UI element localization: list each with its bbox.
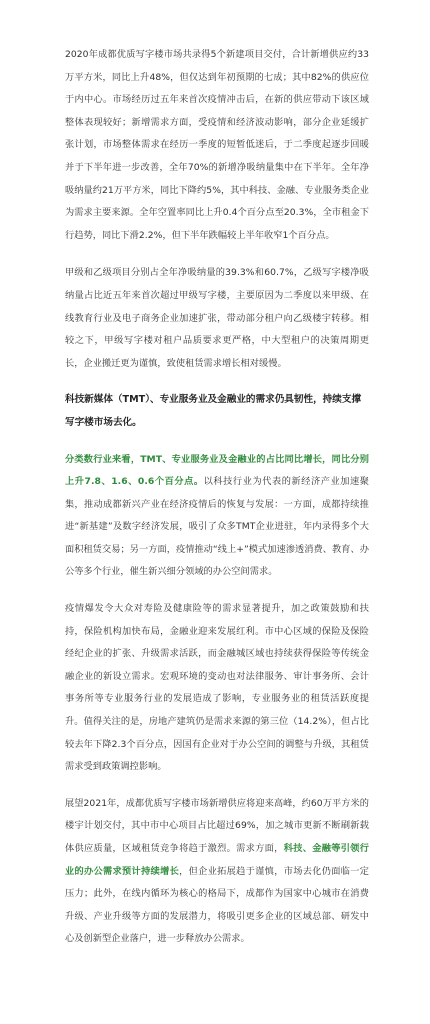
paragraph-outlook <box>65 793 369 951</box>
paragraph-industry-detail: 以科技行业为代表的新经济产业加速聚集，推动成都新兴产业在经济疫情后的恢复与发展：一方面，成都持续推进“新基建”及数字经济发展，吸引了众多TMT企业进驻，年内录得多个大面积租赁交易；另一方面，疫情推动“线上+”模式加速渗透消费、教育、办公等多个行业，催生新兴细分领域的办公空间需求。 <box>65 476 369 578</box>
highlight-industry-share: 分类数行业来看，TMT、专业服务业及金融业的占比同比增长，同比分别上升7.8、1.6、0.6个百分点。 <box>65 453 369 488</box>
paragraph-grade-absorption: 甲级和乙级项目分别占全年净吸纳量的39.3%和60.7%，乙级写字楼净吸纳量占比近五年来首次超过甲级写字楼，主要原因为二季度以来甲级、在线教育行业及电子商务企业加速扩张，带动部分租户向乙级楼宇转移。相较之下，甲级写字楼对租户品质要求更严格，中大型租户的决策周期更长，企业搬迁更为谨慎，致使租赁需求增长相对缓慢。 <box>65 267 369 369</box>
outlook-rest: ，但企业拓展趋于谨慎，市场去化仍面临一定压力；此外，在线内循环为核心的格局下，成都作为国家中心城市在消费升级、产业升级等方面的发展潜力，将吸引更多企业的区域总部、研发中心及创新型企业落户，进一步释放办公需求。 <box>65 865 370 945</box>
paragraph-market-overview: 2020年成都优质写字楼市场共录得5个新建项目交付，合计新增供应约33万平方米，同比上升48%，但仅达到年初预期的七成；其中82%的供应位于内中心。市场经历过五年来首次疫情冲击后，在新的供应带动下该区域整体表现较好；新增需求方面，受疫情和经济波动影响，部分企业延缓扩张计划，市场整体需求在经历一季度的短暂低迷后，于二季度起逐步回暖并于下半年进一步改善，全年70%的新增净吸纳量集中在下半年。全年净吸纳量约21万平方米，同比下降约5%，其中科技、金融、专业服务类企业为需求主要来源。全年空置率同比上升0.4个百分点至20.3%，全市租金下行趋势，同比下滑2.2%，但下半年跌幅较上半年收窄1个百分点。 <box>65 49 369 241</box>
paragraph-insurance-demand: 疫情爆发令大众对寿险及健康险等的需求显著提升，加之政策鼓励和扶持，保险机构加快布局，金融业迎来发展红利。市中心区域的保险及保险经纪企业的扩张、升级需求活跃，而金融城区域也持续获得保险等传统金融企业的新设立需求。宏观环境的变动也对法律服务、审计事务所、会计事务所等专业服务行业的发展造成了影响，专业服务业的租赁活跃度提升。值得关注的是，房地产建筑仍是需求来源的第三位（14.2%），但占比较去年下降2.3个百分点，因国有企业对于办公空间的调整与升级，其租赁需求受到政策调控影响。 <box>65 603 369 773</box>
outlook-lead: 展望2021年，成都优质写字楼市场新增供应将迎来高峰，约60万平方米的楼宇计划交付，其中市中心项目占比超过69%，加之城市更新不断刷新载体供应质量，区域租赁竞争将趋于激烈。需求方面， <box>65 797 369 854</box>
section-heading: 科技新媒体（TMT）、专业服务业及金融业的需求仍具韧性，持续支撑写字楼市场去化。 <box>65 394 362 428</box>
paragraph-industry-demand <box>65 449 369 585</box>
highlight-outlook: 科技、金融等引领行业的办公需求预计持续增长 <box>65 843 369 877</box>
